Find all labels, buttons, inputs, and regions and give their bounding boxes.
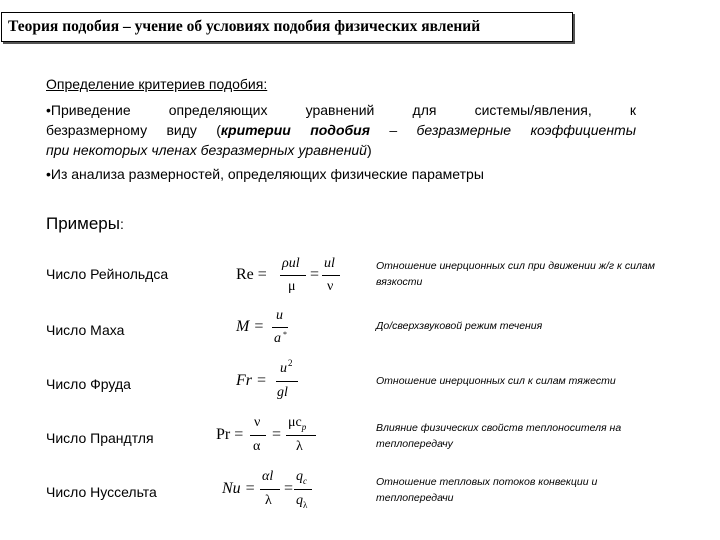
definition-bullet-2: •Из анализа размерностей, определяющих физические параметры (46, 166, 484, 182)
criterion-description: Отношение инерционных сил при движении ж/г к силам вязкости (376, 260, 655, 288)
formula-lhs: Pr = (216, 426, 244, 443)
fraction-bar (272, 327, 288, 328)
formula-lhs: Fr = (236, 372, 267, 389)
fraction-bar (322, 275, 340, 276)
example-row-reynolds (0, 248, 720, 302)
exponent: 2 (288, 358, 293, 368)
subscript-mark: * (283, 330, 287, 339)
froude-formula (232, 356, 350, 410)
bullet-1-line-1: •Приведение определяющих уравнений для системы/явления, к (46, 102, 636, 118)
prandtl-formula (216, 410, 334, 464)
bullet-1-line-2-start: безразмерному виду ( (46, 122, 221, 138)
bullet-1-line-3 (46, 140, 636, 160)
criterion-name: Число Прандтля (46, 430, 154, 446)
denominator-1: λ (265, 493, 272, 508)
numerator-2-text: μc (288, 415, 302, 430)
example-row-froude (0, 356, 720, 410)
criterion-description: До/сверхзвуковой режим течения (376, 320, 543, 332)
definition-heading: Определение критериев подобия: (46, 76, 268, 92)
formula-lhs: M = (236, 318, 265, 335)
mach-formula (232, 302, 350, 356)
bullet-1-line-3-paren: ) (366, 142, 372, 158)
numerator-1: ρul (282, 256, 300, 271)
examples-heading-colon: : (120, 216, 124, 232)
fraction-bar (280, 275, 306, 276)
examples-heading (46, 214, 124, 234)
denominator-1: a (274, 331, 281, 346)
example-row-prandtl (0, 410, 720, 464)
subscript-lambda: λ (303, 499, 308, 510)
criterion-name: Число Маха (46, 322, 125, 338)
similarity-criteria-term: критерии подобия (220, 122, 370, 138)
criterion-description: Отношение тепловых потоков конвекции и теплопередачи (376, 476, 598, 504)
subscript-c: c (303, 475, 307, 486)
denominator-1: μ (288, 279, 296, 294)
bullet-1-line-2 (46, 120, 636, 140)
numerator-2: ul (324, 256, 335, 271)
subscript-p: p (301, 421, 307, 432)
criterion-name: Число Фруда (46, 376, 131, 392)
bullet-1-line-3-text: при некоторых членах безразмерных уравнений (46, 142, 367, 158)
denominator-1: gl (277, 385, 288, 400)
criterion-description: Влияние физических свойств теплоносителя на теплопередачу (376, 422, 622, 450)
denominator-2 (296, 494, 307, 512)
numerator-1: ν (254, 415, 261, 430)
numerator-2 (296, 470, 307, 488)
formula-lhs: Nu = (222, 480, 256, 497)
nusselt-formula (222, 464, 340, 518)
equals-sign: = (310, 266, 320, 283)
page-title: Теория подобия – учение об условиях подобия физических явлений (1, 12, 573, 42)
fraction-bar (294, 489, 312, 490)
fraction-bar (286, 435, 316, 436)
criterion-description: Отношение инерционных сил к силам тяжести (376, 375, 616, 387)
denominator-1: α (253, 439, 261, 454)
reynolds-formula (232, 248, 350, 302)
criterion-name: Число Рейнольдса (46, 266, 169, 282)
numerator-2 (288, 416, 306, 434)
denominator-2: λ (296, 439, 303, 454)
equals-sign: = (272, 426, 282, 443)
definition-bullet-1 (46, 100, 636, 160)
numerator-1: αl (262, 469, 274, 484)
numerator-1: u (280, 361, 287, 376)
bullet-1-line-2-end: – безразмерные коэффициенты (369, 122, 636, 138)
numerator-2-text: q (296, 469, 303, 484)
fraction-bar (276, 381, 298, 382)
examples-heading-text: Примеры (46, 214, 120, 233)
equals-sign: = (284, 480, 294, 497)
numerator-1: u (276, 308, 283, 323)
fraction-bar (250, 435, 266, 436)
criterion-name: Число Нуссельта (46, 484, 157, 500)
example-row-nusselt (0, 464, 720, 518)
denominator-2: ν (327, 279, 334, 294)
fraction-bar (260, 489, 280, 490)
example-row-mach (0, 302, 720, 356)
formula-lhs: Re = (236, 266, 267, 283)
denominator-2-text: q (296, 493, 303, 508)
